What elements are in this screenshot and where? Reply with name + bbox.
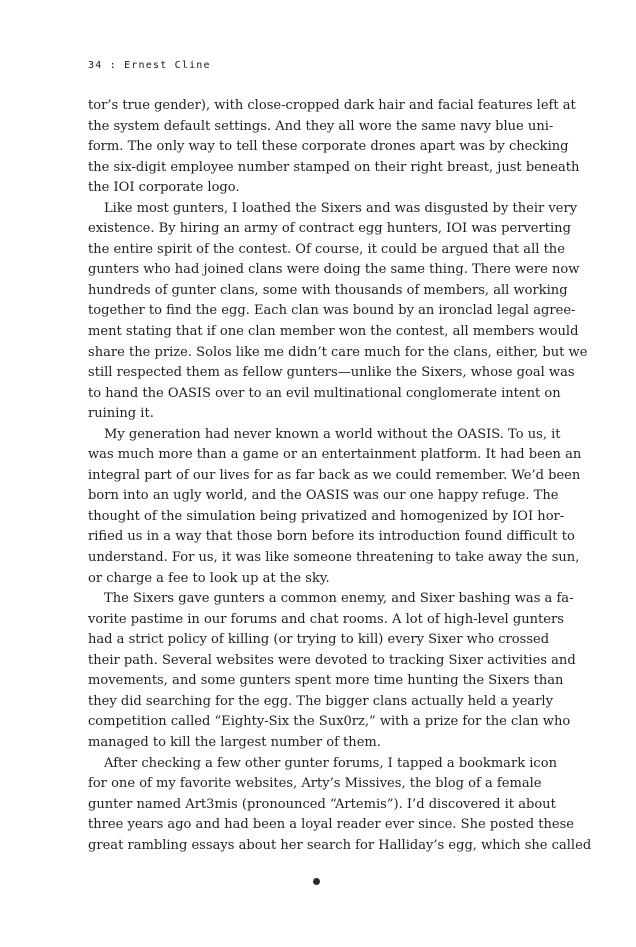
text-line: existence. By hiring an army of contract egg hunters, IOI was perverting [88,221,571,237]
text-line: the IOI corporate logo. [88,180,240,196]
text-line: share the prize. Solos like me didn’t care much for the clans, either, but we [88,344,588,360]
text-line: thought of the simulation being privatized and homogenized by IOI hor- [88,508,565,524]
text-line: form. The only way to tell these corporate drones apart was by checking [88,139,569,155]
text-line: for one of my favorite websites, Arty’s Missives, the blog of a female [88,776,542,792]
text-line: After checking a few other gunter forums, I tapped a bookmark icon [104,755,557,771]
text-line: gunters who had joined clans were doing the same thing. There were now [88,262,580,278]
text-line: the entire spirit of the contest. Of course, it could be argued that all the [88,241,565,257]
running-head: 34 : Ernest Cline [88,60,211,71]
text-line: still respected them as fellow gunters—unlike the Sixers, whose goal was [88,365,575,381]
text-line: the six-digit employee number stamped on their right breast, just beneath [88,159,580,175]
text-line: their path. Several websites were devoted to tracking Sixer activities and [88,652,576,668]
text-line: born into an ugly world, and the OASIS was our one happy refuge. The [88,488,559,504]
text-line: was much more than a game or an entertainment platform. It had been an [88,447,582,463]
text-line: understand. For us, it was like someone threatening to take away the sun, [88,550,580,566]
text-line: tor’s true gender), with close-cropped dark hair and facial features left at [88,98,576,113]
page-bullet-icon [313,878,320,885]
text-line: gunter named Art3mis (pronounced “Artemis”). I’d discovered it about [88,796,556,812]
text-line: they did searching for the egg. The bigger clans actually held a yearly [88,693,553,709]
text-line: or charge a fee to look up at the sky. [88,570,330,586]
text-line: great rambling essays about her search for Halliday’s egg, which she called [88,837,592,853]
text-line: together to find the egg. Each clan was bound by an ironclad legal agree- [88,303,576,319]
text-line: movements, and some gunters spent more time hunting the Sixers than [88,673,564,689]
text-line: managed to kill the largest number of them. [88,734,381,750]
text-line: integral part of our lives for as far back as we could remember. We’d been [88,467,581,483]
text-line: ment stating that if one clan member won the contest, all members would [88,324,579,340]
text-line: three years ago and had been a loyal reader ever since. She posted these [88,817,575,833]
text-line: had a strict policy of killing (or trying to kill) every Sixer who crossed [88,632,550,648]
body-text [88,96,592,856]
text-line: competition called “Eighty-Six the Sux0rz,” with a prize for the clan who [88,714,571,730]
text-line: vorite pastime in our forums and chat rooms. A lot of high-level gunters [88,611,564,627]
text-line: rified us in a way that those born before its introduction found difficult to [88,529,575,545]
text-line: to hand the OASIS over to an evil multinational conglomerate intent on [88,385,561,401]
text-line: ruining it. [88,406,154,422]
text-line: the system default settings. And they all wore the same navy blue uni- [88,118,554,134]
text-line: Like most gunters, I loathed the Sixers and was disgusted by their very [104,200,578,216]
text-line: hundreds of gunter clans, some with thousands of members, all working [88,282,568,298]
text-line: The Sixers gave gunters a common enemy, and Sixer bashing was a fa- [104,591,574,607]
text-line: My generation had never known a world without the OASIS. To us, it [104,426,561,442]
